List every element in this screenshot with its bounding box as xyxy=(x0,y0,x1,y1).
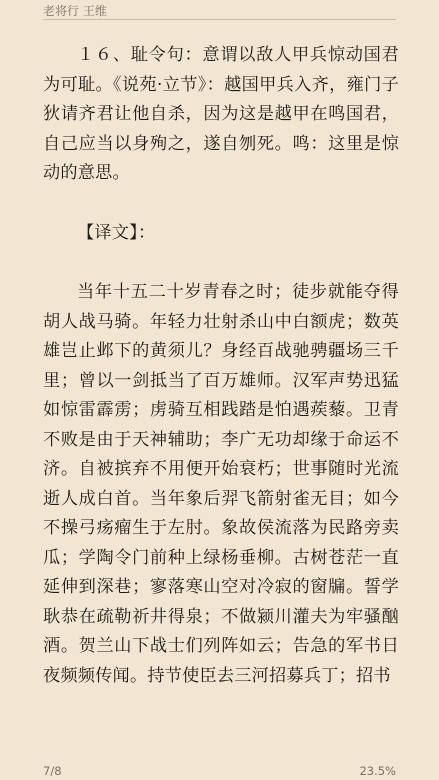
annotation-paragraph: １６、耻令句：意谓以敌人甲兵惊动国君为可耻。《说苑·立节》：越国甲兵入齐，雍门子狄请齐君让他自杀，因为这是越甲在鸣国君，自己应当以身殉之，遂自刎死。鸣：这里是惊动的意思。 xyxy=(43,45,399,183)
reading-content[interactable] xyxy=(43,41,399,691)
translation-heading: 【译文】： xyxy=(77,222,156,243)
reading-progress: 23.5% xyxy=(359,764,396,778)
header-divider xyxy=(43,19,396,20)
reader-footer xyxy=(0,756,439,780)
reader-header xyxy=(0,0,439,20)
page-indicator: 7/8 xyxy=(43,764,62,778)
book-title: 老将行 王维 xyxy=(43,4,107,18)
translation-paragraph: 当年十五二十岁青春之时；徒步就能夺得胡人战马骑。年轻力壮射杀山中白额虎；数英雄岂止邺下的黄须儿？身经百战驰骋疆场三千里；曾以一剑抵当了百万雄师。汉军声势迅猛如惊雷霹雳；虏骑互相践踏是怕遇蒺藜。卫青不败是由于天神辅助；李广无功却缘于命运不济。自被摈弃不用便开始衰朽；世事随时光流逝人成白首。当年象后羿飞箭射雀无目；如今不操弓疡瘤生于左肘。象故侯流落为民路旁卖瓜；学陶令门前种上绿杨垂柳。古树苍茫一直延伸到深巷；寥落寒山空对冷寂的窗牖。誓学耿恭在疏勒祈井得泉；不做颍川灌夫为牢骚酗酒。贺兰山下战士们列阵如云；告急的军书日夜频频传闻。持节使臣去三河招募兵丁；招书 xyxy=(43,282,399,686)
